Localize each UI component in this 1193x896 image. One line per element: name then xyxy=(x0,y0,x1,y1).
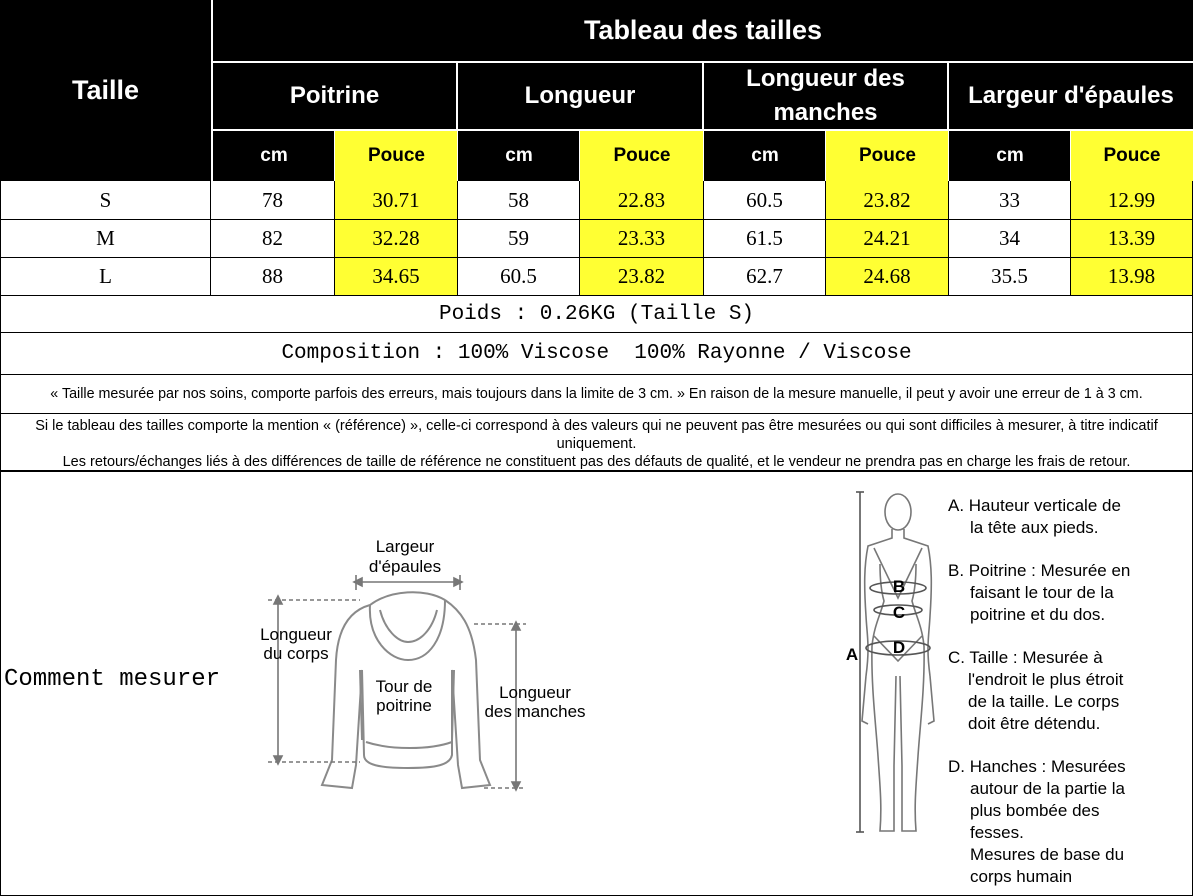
cm-value-cell: 61.5 xyxy=(704,220,826,258)
inch-value-cell: 24.68 xyxy=(826,258,949,296)
inch-value-cell: 30.71 xyxy=(335,181,458,220)
label-a: A xyxy=(845,645,859,664)
cm-value-cell: 58 xyxy=(458,181,580,220)
inch-value-cell: 24.21 xyxy=(826,220,949,258)
inch-value-cell: 13.39 xyxy=(1071,220,1193,258)
inch-value-cell: 12.99 xyxy=(1071,181,1193,220)
label-d: D xyxy=(892,638,906,657)
how-to-measure-title: Comment mesurer xyxy=(4,666,221,693)
unit-inch-header: Pouce xyxy=(335,131,458,181)
unit-cm-header: cm xyxy=(458,131,580,181)
weight-line: Poids : 0.26KG (Taille S) xyxy=(0,296,1193,333)
shoulder-width-label: Largeur xyxy=(375,537,435,556)
chart-title: Tableau des tailles xyxy=(213,0,1193,61)
human-figure-icon xyxy=(862,494,934,831)
inch-value-cell: 23.33 xyxy=(580,220,704,258)
legend-d: D. Hanches : Mesurées autour de la partie la plus bombée des fesses. Mesures de base du corps humain xyxy=(948,757,1126,886)
legend-a: A. Hauteur verticale de la tête aux pieds. xyxy=(948,496,1121,537)
column-header-sleeve: Longueur des manches xyxy=(704,63,947,129)
unit-inch-header: Pouce xyxy=(580,131,704,181)
reference-note: Si le tableau des tailles comporte la mention « (référence) », celle-ci correspond à des valeurs qui ne peuvent pas être mesurées ou qui sont difficiles à mesurer, à titre indicatif uniquement. Les retours/échanges liés à des différences de taille de référence ne constituent pas des défauts de qualité, et le vendeur ne prendra pas en charge les frais de retour. xyxy=(0,414,1193,470)
unit-inch-header: Pouce xyxy=(1071,131,1193,181)
body-figure xyxy=(838,486,948,846)
legend-c: C. Taille : Mesurée à l'endroit le plus étroit de la taille. Le corps doit être détendu. xyxy=(948,648,1124,733)
size-cell: L xyxy=(0,258,211,296)
cm-value-cell: 62.7 xyxy=(704,258,826,296)
cm-value-cell: 34 xyxy=(949,220,1071,258)
cm-value-cell: 35.5 xyxy=(949,258,1071,296)
legend-b: B. Poitrine : Mesurée en faisant le tour de la poitrine et du dos. xyxy=(948,561,1131,624)
unit-cm-header: cm xyxy=(949,131,1071,181)
cm-value-cell: 82 xyxy=(211,220,335,258)
sleeve-length-label: Longueur xyxy=(499,683,571,702)
svg-text:poitrine: poitrine xyxy=(376,696,432,715)
svg-text:d'épaules: d'épaules xyxy=(368,557,442,576)
cm-value-cell: 60.5 xyxy=(458,258,580,296)
inch-value-cell: 23.82 xyxy=(580,258,704,296)
label-c: C xyxy=(892,603,906,622)
body-length-label: Longueur xyxy=(260,625,332,644)
size-cell: M xyxy=(0,220,211,258)
inch-value-cell: 13.98 xyxy=(1071,258,1193,296)
chest-label: Tour de xyxy=(375,677,433,696)
cm-value-cell: 78 xyxy=(211,181,335,220)
column-header-length: Longueur xyxy=(458,63,702,129)
svg-text:du corps: du corps xyxy=(263,644,329,663)
label-b: B xyxy=(892,577,906,596)
column-header-chest: Poitrine xyxy=(213,63,456,129)
svg-text:des manches: des manches xyxy=(484,702,586,721)
cm-value-cell: 59 xyxy=(458,220,580,258)
cm-value-cell: 88 xyxy=(211,258,335,296)
size-header: Taille xyxy=(0,0,211,181)
unit-cm-header: cm xyxy=(704,131,826,181)
unit-inch-header: Pouce xyxy=(826,131,949,181)
inch-value-cell: 22.83 xyxy=(580,181,704,220)
column-header-shoulder: Largeur d'épaules xyxy=(949,63,1193,129)
inch-value-cell: 34.65 xyxy=(335,258,458,296)
unit-cm-header: cm xyxy=(213,131,335,181)
measurement-legend xyxy=(948,495,1188,888)
composition-line: Composition : 100% Viscose 100% Rayonne / Viscose xyxy=(0,333,1193,375)
cm-value-cell: 33 xyxy=(949,181,1071,220)
size-cell: S xyxy=(0,181,211,220)
measurement-disclaimer: « Taille mesurée par nos soins, comporte parfois des erreurs, mais toujours dans la limite de 3 cm. » En raison de la mesure manuelle, il peut y avoir une erreur de 1 à 3 cm. xyxy=(0,375,1193,414)
inch-value-cell: 23.82 xyxy=(826,181,949,220)
inch-value-cell: 32.28 xyxy=(335,220,458,258)
cm-value-cell: 60.5 xyxy=(704,181,826,220)
garment-diagram xyxy=(240,530,620,810)
